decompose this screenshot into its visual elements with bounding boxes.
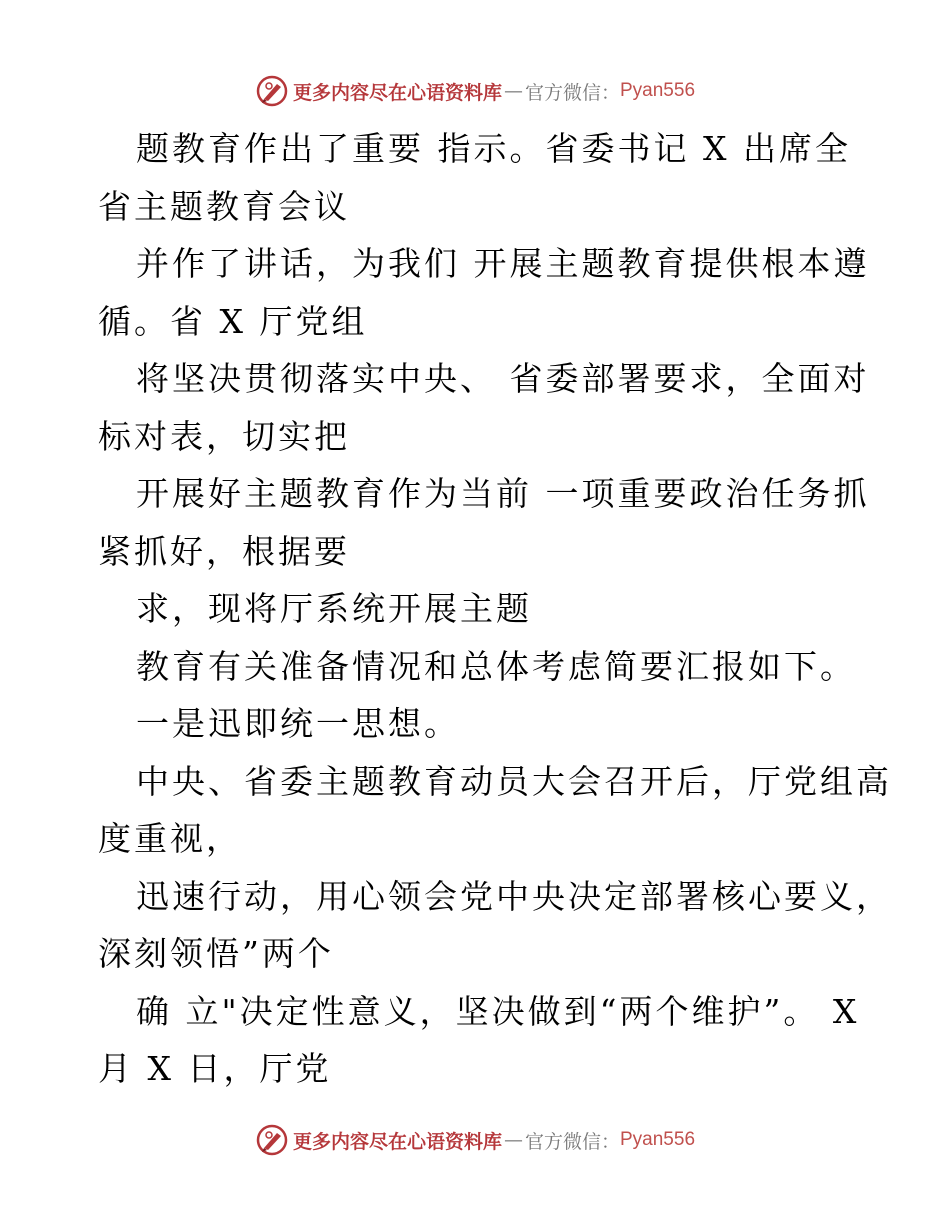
watermark-wechat-id: Pyan556 bbox=[620, 1129, 696, 1150]
watermark-dash: — bbox=[503, 1129, 523, 1151]
watermark-wechat-label: 官方微信： bbox=[524, 81, 620, 104]
watermark-brand: 更多内容尽在心语资料库 bbox=[292, 1130, 502, 1153]
watermark-brand: 更多内容尽在心语资料库 bbox=[292, 81, 502, 104]
text-line: 开展好主题教育作为当前 一项重要政治任务抓 bbox=[136, 474, 870, 513]
text-line: 紧抓好，根据要 bbox=[98, 531, 350, 571]
text-line: 度重视， bbox=[98, 819, 242, 858]
text-line: 省主题教育会议 bbox=[98, 186, 350, 226]
text-line: 深刻领悟”两个 bbox=[98, 934, 334, 973]
text-line: 题教育作出了重要 指示。省委书记 X 出席全 bbox=[136, 129, 851, 168]
document-body bbox=[98, 120, 892, 1098]
watermark-wechat-id: Pyan556 bbox=[620, 80, 696, 101]
watermark-dash: — bbox=[503, 80, 523, 102]
text-line: 迅速行动，用心领会党中央决定部署核心要义， bbox=[136, 876, 892, 916]
text-line: 将坚决贯彻落实中央、 省委部署要求，全面对 bbox=[136, 359, 870, 398]
text-line: 求，现将厅系统开展主题 bbox=[136, 589, 532, 628]
text-line: 确 立"决定性意义，坚决做到“两个维护”。 X bbox=[136, 991, 860, 1031]
header-watermark bbox=[0, 71, 950, 111]
text-line: 标对表，切实把 bbox=[98, 416, 350, 456]
text-line: 一是迅即统一思想。 bbox=[136, 704, 460, 743]
pen-logo-icon bbox=[255, 74, 289, 108]
footer-watermark bbox=[0, 1120, 950, 1160]
text-line: 循。省 X 厅党组 bbox=[98, 301, 368, 341]
text-line: 教育有关准备情况和总体考虑简要汇报如下。 bbox=[136, 646, 856, 686]
text-line: 中央、省委主题教育动员大会召开后，厅党组高 bbox=[136, 761, 892, 801]
pen-logo-icon bbox=[255, 1123, 289, 1157]
text-line: 月 X 日，厅党 bbox=[98, 1049, 332, 1088]
text-line: 并作了讲话，为我们 开展主题教育提供根本遵 bbox=[136, 244, 870, 283]
watermark-wechat-label: 官方微信： bbox=[524, 1130, 620, 1153]
